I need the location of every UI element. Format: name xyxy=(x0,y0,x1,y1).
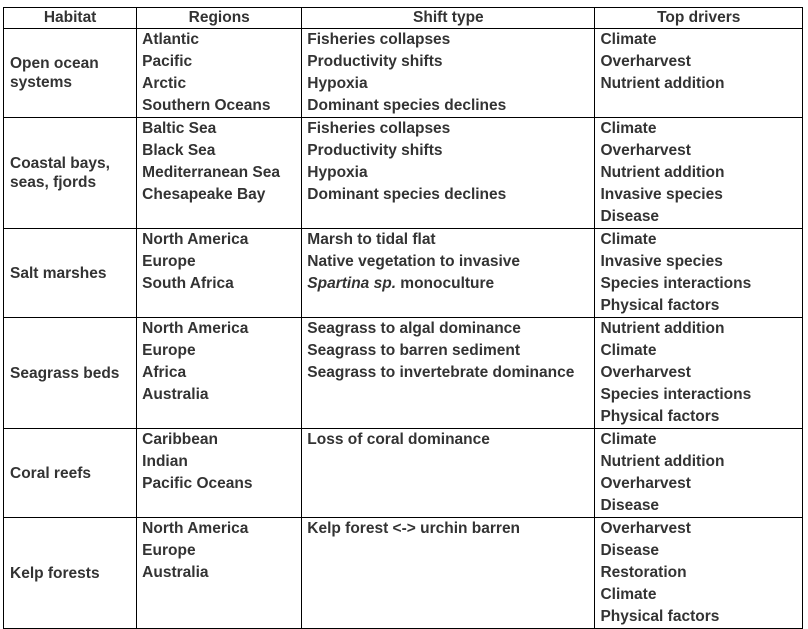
shift-type-text: Fisheries collapses xyxy=(307,31,451,48)
driver-item: Invasive species xyxy=(600,253,723,270)
species-name: Spartina sp. xyxy=(307,275,396,292)
driver-item: Invasive species xyxy=(600,186,723,203)
habitat-label: Kelp forests xyxy=(10,564,100,582)
driver-item: Climate xyxy=(600,31,657,48)
driver-item: Physical factors xyxy=(600,608,720,625)
shift-type-item xyxy=(307,251,589,273)
habitat-label: systems xyxy=(10,74,73,91)
habitat-label: Open ocean xyxy=(10,55,99,72)
region-item: Europe xyxy=(142,542,196,559)
region-item: Caribbean xyxy=(142,431,218,448)
header-habitat: Habitat xyxy=(4,8,137,29)
drivers-cell xyxy=(595,29,803,118)
table-body xyxy=(4,29,803,629)
drivers-cell xyxy=(595,429,803,518)
shift-type-item xyxy=(307,362,589,384)
shift-type-text: Dominant species declines xyxy=(307,97,507,114)
regions-cell xyxy=(137,518,302,629)
drivers-cell xyxy=(595,229,803,318)
driver-item: Nutrient addition xyxy=(600,164,725,181)
shift-type-item xyxy=(307,184,589,206)
shift-type-text: Hypoxia xyxy=(307,164,368,181)
shift-type-item xyxy=(307,273,589,295)
shift-type-text: Dominant species declines xyxy=(307,186,507,203)
table-row xyxy=(4,118,803,229)
shift-type-text: Native vegetation to invasive xyxy=(307,253,521,270)
shift-type-text: Hypoxia xyxy=(307,75,368,92)
driver-item: Climate xyxy=(600,342,657,359)
drivers-cell xyxy=(595,318,803,429)
shift-type-text: Seagrass to invertebrate dominance xyxy=(307,364,575,381)
table-row xyxy=(4,518,803,629)
shift-type-cell xyxy=(302,318,595,429)
driver-item: Disease xyxy=(600,542,660,559)
shift-type-cell xyxy=(302,429,595,518)
region-item: Australia xyxy=(142,564,209,581)
driver-item: Restoration xyxy=(600,564,687,581)
shift-type-item xyxy=(307,118,589,140)
habitat-label: Salt marshes xyxy=(10,264,107,282)
driver-item: Overharvest xyxy=(600,364,691,381)
region-item: Africa xyxy=(142,364,187,381)
habitat-cell xyxy=(4,318,137,429)
shift-type-item xyxy=(307,318,589,340)
shift-type-cell xyxy=(302,118,595,229)
shift-type-text: Seagrass to barren sediment xyxy=(307,342,521,359)
shift-type-text: Kelp forest <-> urchin barren xyxy=(307,520,521,537)
driver-item: Climate xyxy=(600,231,657,248)
shift-type-item xyxy=(307,95,589,117)
habitat-label: Seagrass beds xyxy=(10,364,120,382)
shift-type-cell xyxy=(302,518,595,629)
header-row xyxy=(4,8,803,29)
habitat-cell xyxy=(4,518,137,629)
drivers-cell xyxy=(595,118,803,229)
region-item: Atlantic xyxy=(142,31,200,48)
region-item: North America xyxy=(142,231,249,248)
shift-type-item xyxy=(307,340,589,362)
region-item: Southern Oceans xyxy=(142,97,271,114)
driver-item: Climate xyxy=(600,120,657,137)
regions-cell xyxy=(137,118,302,229)
shift-type-item xyxy=(307,518,589,540)
region-item: Europe xyxy=(142,342,196,359)
habitat-label: seas, fjords xyxy=(10,174,97,191)
shift-type-text: Fisheries collapses xyxy=(307,120,451,137)
driver-item: Disease xyxy=(600,497,660,514)
region-item: Mediterranean Sea xyxy=(142,164,281,181)
driver-item: Disease xyxy=(600,208,660,225)
region-item: Arctic xyxy=(142,75,187,92)
regions-cell xyxy=(137,29,302,118)
table-row xyxy=(4,318,803,429)
header-regions: Regions xyxy=(137,8,302,29)
shift-type-text: Marsh to tidal flat xyxy=(307,231,436,248)
driver-item: Climate xyxy=(600,431,657,448)
habitat-cell xyxy=(4,429,137,518)
region-item: Black Sea xyxy=(142,142,216,159)
region-item: Chesapeake Bay xyxy=(142,186,266,203)
region-item: South Africa xyxy=(142,275,234,292)
driver-item: Overharvest xyxy=(600,520,691,537)
driver-item: Overharvest xyxy=(600,142,691,159)
driver-item: Species interactions xyxy=(600,386,752,403)
driver-item: Climate xyxy=(600,586,657,603)
shift-type-item xyxy=(307,73,589,95)
shift-type-item xyxy=(307,429,589,451)
driver-item: Species interactions xyxy=(600,275,752,292)
shift-type-item xyxy=(307,229,589,251)
shift-type-item xyxy=(307,162,589,184)
shift-type-text: monoculture xyxy=(396,275,495,292)
driver-item: Nutrient addition xyxy=(600,75,725,92)
region-item: Indian xyxy=(142,453,188,470)
region-item: Pacific xyxy=(142,53,193,70)
regions-cell xyxy=(137,429,302,518)
driver-item: Physical factors xyxy=(600,408,720,425)
table-row xyxy=(4,29,803,118)
shift-type-text: Productivity shifts xyxy=(307,53,443,70)
region-item: Europe xyxy=(142,253,196,270)
table-row xyxy=(4,429,803,518)
region-item: Baltic Sea xyxy=(142,120,217,137)
region-item: North America xyxy=(142,520,249,537)
habitat-cell xyxy=(4,118,137,229)
habitat-cell xyxy=(4,29,137,118)
habitat-cell xyxy=(4,229,137,318)
shift-type-item xyxy=(307,29,589,51)
region-item: Pacific Oceans xyxy=(142,475,253,492)
shift-type-item xyxy=(307,140,589,162)
shift-type-cell xyxy=(302,29,595,118)
drivers-cell xyxy=(595,518,803,629)
regions-cell xyxy=(137,318,302,429)
driver-item: Physical factors xyxy=(600,297,720,314)
driver-item: Overharvest xyxy=(600,475,691,492)
table-row xyxy=(4,229,803,318)
driver-item: Nutrient addition xyxy=(600,453,725,470)
regions-cell xyxy=(137,229,302,318)
habitat-label: Coral reefs xyxy=(10,464,91,482)
habitat-label: Coastal bays, xyxy=(10,155,110,172)
shift-type-text: Loss of coral dominance xyxy=(307,431,490,448)
regime-shift-table xyxy=(3,7,803,629)
region-item: North America xyxy=(142,320,249,337)
shift-type-text: Productivity shifts xyxy=(307,142,443,159)
header-shift-type: Shift type xyxy=(302,8,595,29)
shift-type-item xyxy=(307,51,589,73)
shift-type-text: Seagrass to algal dominance xyxy=(307,320,521,337)
driver-item: Overharvest xyxy=(600,53,691,70)
region-item: Australia xyxy=(142,386,209,403)
shift-type-cell xyxy=(302,229,595,318)
driver-item: Nutrient addition xyxy=(600,320,725,337)
header-top-drivers: Top drivers xyxy=(595,8,803,29)
